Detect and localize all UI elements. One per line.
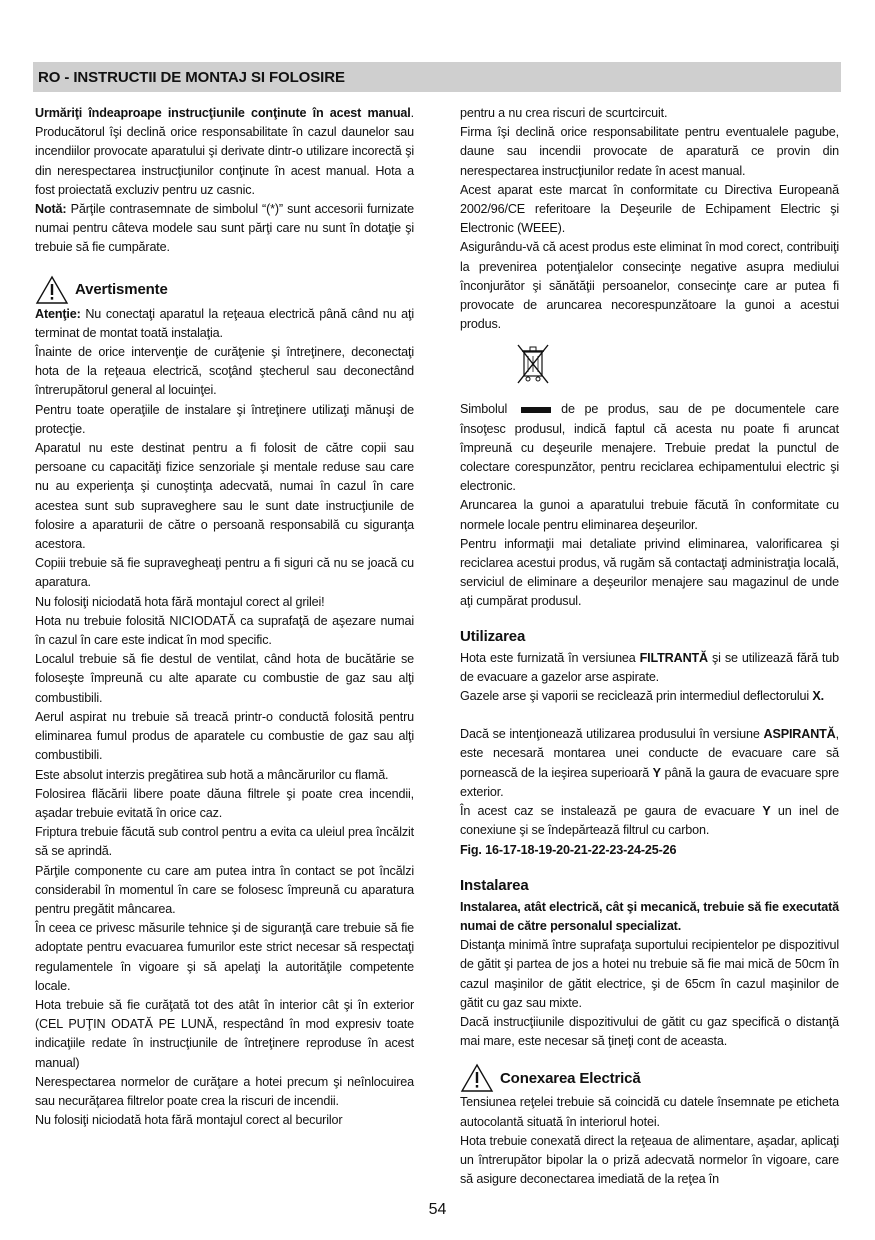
warning-paragraph: Înainte de orice intervenţie de curăţenie şi întreţinere, deconectaţi hota de la reţeaua electrică, scoţând ştecherul sau deconectând întrerupătorul general al locuinţei.	[35, 345, 414, 398]
instalarea-heading	[460, 874, 839, 898]
text-span: Gazele arse şi vaporii se reciclează prin intermediul deflectorului	[460, 689, 813, 704]
note-paragraph	[35, 200, 414, 258]
warning-triangle-icon	[460, 1063, 494, 1093]
conexarea-heading	[460, 1063, 839, 1093]
bold-span: Y	[762, 804, 771, 819]
warning-paragraph: Hota trebuie să fie curăţată tot des atât în interior cât şi în exterior (CEL PUŢIN ODATĂ PE LUNĂ, respectând în mod expresiv toate indicaţiile redate în instrucţiunile de întreţinere reproduse în acest manual)	[35, 997, 414, 1070]
text-span: un inel de conexiune şi se îndepărtează filtrul cu carbon.	[460, 804, 839, 838]
paragraph: Tensiunea reţelei trebuie să coincidă cu datele însemnate pe eticheta autocolantă situată în interiorul hotei.	[460, 1095, 839, 1129]
left-column	[35, 104, 414, 1130]
right-column	[460, 104, 839, 1189]
bold-span: Y	[652, 765, 661, 780]
warning-paragraph: În ceea ce privesc măsurile tehnice şi de siguranţă care trebuie să fie adoptate pentru evacuarea fumurilor este strict necesar să respectaţi regulamentele în vigoare şi să apelaţi la autorităţile competente locale.	[35, 921, 414, 993]
warnings-heading	[35, 275, 414, 305]
atentie-paragraph	[35, 305, 414, 343]
text-span: Hota este furnizată în versiunea	[460, 650, 640, 665]
warning-paragraph: Aerul aspirat nu trebuie să treacă printr-o conductă folosită pentru eliminarea fumul produs de aparatele cu combustie de gaz sau alţi combustibili.	[35, 709, 414, 763]
bold-span: X.	[812, 689, 824, 704]
warning-paragraph: Pentru toate operaţiile de instalare şi întreţinere utilizaţi mănuşi de protecţie.	[35, 402, 414, 436]
paragraph: pentru a nu crea riscuri de scurtcircuit.	[460, 106, 668, 120]
paragraph: Aruncarea la gunoi a aparatului trebuie făcută în conformitate cu normele locale pentru eliminarea deşeurilor.	[460, 498, 839, 532]
text-span: În acest caz se instalează pe gaura de evacuare	[460, 804, 763, 819]
text-span: până la gaura de evacuare spre exterior.	[460, 765, 839, 799]
utilizarea-heading	[460, 625, 839, 649]
warning-triangle-icon	[35, 275, 69, 305]
figure-reference-text: Fig. 16-17-18-19-20-21-22-23-24-25-26	[460, 842, 677, 857]
paragraph: Acest aparat este marcat în conformitate cu Directiva Europeană 2002/96/CE referitoare la Deşeurile de Echipament Electric şi Electronic (WEEE).	[460, 182, 839, 236]
page-number: 54	[428, 1201, 447, 1218]
symbol-text: de pe produs, sau de pe documentele care însoţesc produsul, indică faptul că acesta nu poate fi aruncat împreună cu deşeurile menajere. Trebuie predat la punctul de colectare corespunzător, pentru reciclarea echipamentului electric şi electronic.	[460, 402, 839, 494]
warning-paragraph: Localul trebuie să fie destul de ventilat, când hota de bucătărie se foloseşte împreună cu alte aparate cu combustie de gaz sau alţi combustibili.	[35, 652, 414, 705]
paragraph	[460, 725, 839, 802]
bold-span: ASPIRANTĂ	[763, 727, 836, 742]
conexarea-heading-text: Conexarea Electrică	[500, 1069, 641, 1087]
warning-paragraph: Nerespectarea normelor de curăţare a hotei precum şi neînlocuirea sau necurăţarea filtrelor poate crea la riscuri de incendii.	[35, 1074, 414, 1108]
bold-span: Instalarea, atât electrică, cât şi mecanică, trebuie să fie executată numai de către personalul specializat.	[460, 899, 839, 933]
crossed-bin-icon	[515, 342, 551, 386]
intro-bold: Urmăriţi îndeaproape instrucţiunile conţinute în acest manual	[35, 106, 411, 120]
bold-span: FILTRANTĂ	[639, 650, 709, 665]
black-bar-symbol	[521, 407, 551, 413]
paragraph: Hota trebuie conexată direct la reţeaua de alimentare, aşadar, aplicaţi un întrerupător bipolar la o priză adecvată normelor în vigoare, care să asigure deconectarea imediată de la reţea în	[460, 1133, 839, 1187]
warning-paragraph: Nu folosiţi niciodată hota fără montajul corect al becurilor	[35, 1113, 343, 1128]
figure-reference	[460, 841, 839, 860]
warning-paragraph: Hota nu trebuie folosită NICIODATĂ ca suprafaţă de aşezare numai în cazul în care este indicat în mod specific.	[35, 613, 414, 648]
intro-paragraph	[35, 104, 414, 200]
paragraph	[460, 687, 839, 706]
atentie-text: Nu conectaţi aparatul la reţeaua electrică până când nu aţi terminat de montat toată instalaţia.	[35, 306, 414, 340]
paragraph: Dacă instrucţiiunile dispozitivului de gătit cu gaz specifică o distanţă mai mare, este necesar să ţineţi cont de aceasta.	[460, 1014, 839, 1049]
atentie-label: Atenţie:	[35, 306, 81, 321]
text-span: şi se utilizează fără tub de evacuare a gazelor arse aspirate.	[460, 650, 839, 684]
text-span: , este necesară montarea unei conducte de evacuare care să pornească de la ieşirea superioară	[460, 727, 839, 780]
warning-paragraph: Folosirea flăcării libere poate dăuna filtrele şi poate crea incendii, aşadar trebuie evitată în orice caz.	[35, 786, 414, 820]
warnings-heading-text: Avertismente	[75, 281, 168, 299]
warning-paragraph: Friptura trebuie făcută sub control pentru a evita ca uleiul prea încălzit să se aprindă.	[35, 825, 414, 859]
warning-paragraph: Părţile componente cu care am putea intra în contact se pot încălzi considerabil în momentul în care se folosesc împreună cu aparatura pentru pregătit mâncarea.	[35, 863, 414, 916]
paragraph	[460, 649, 839, 687]
symbol-paragraph	[460, 400, 839, 496]
text-span: Dacă se intenţionează utilizarea produsului în versiune	[460, 727, 764, 742]
paragraph: Distanţa minimă între suprafaţa suportului recipientelor pe dispozitivul de gătit şi partea de jos a hotei nu trebuie să fie mai mică de 50cm în cazul maşinilor de gătit electrice, şi de 65cm în cazul maşinilor de gătit cu gaz sau mixte.	[460, 938, 839, 1010]
paragraph: Firma îşi declină orice responsabilitate pentru eventualele pagube, daune sau incendii provocate de aparatură ce provin din nerespectarea instrucţiunilor redate în acest manual.	[460, 125, 839, 178]
paragraph: Asigurându-vă că acest produs este eliminat în mod corect, contribuiţi la prevenirea potenţialelor consecinţe negative asupra mediului înconjurător şi sănătăţii persoanelor, consecinţe care ar putea fi provocate de aruncarea necorespunzătoare la gunoi a acestui produs.	[460, 240, 839, 332]
instalarea-heading-text: Instalarea	[460, 877, 529, 895]
note-label: Notă:	[35, 202, 67, 217]
intro-text: . Producătorul îşi declină orice responsabilitate în cazul daunelor sau incendiilor provocate aparatului şi derivate dintr-o utilizare incorectă şi din nerespectarea instrucţiunilor conţinute în acest manual. Hota a fost proiectată excluziv pentru uz casnic.	[35, 106, 414, 197]
paragraph	[460, 802, 839, 840]
warning-paragraph: Aparatul nu este destinat pentru a fi folosit de către copii sau persoane cu capacităţi fizice senzoriale şi mentale reduse sau care nu au experienţa şi cunoştinţa adecvată, numai în cazul în care acestea sunt sub supraveghere sau le sunt date instrucţiunile de folosire a aparaturii de către o persoană responsabilă cu siguranţa acestora.	[35, 441, 414, 552]
section-header	[33, 62, 841, 92]
warning-paragraph: Nu folosiţi niciodată hota fără montajul corect al grilei!	[35, 594, 325, 609]
warning-paragraph: Copiii trebuie să fie supravegheaţi pentru a fi siguri că nu se joacă cu aparatura.	[35, 556, 414, 590]
paragraph: Pentru informaţii mai detaliate privind eliminarea, valorificarea şi reciclarea acestui produs, vă rugăm să contactaţi administraţia locală, serviciul de eliminare a deşeurilor menajere sau magazinul de unde aţi cumpărat produsul.	[460, 536, 839, 609]
note-text: Părţile contrasemnate de simbolul “(*)” sunt accesorii furnizate numai pentru câteva modele sau sunt părţi care nu sunt în dotaţie şi trebuie să fie cumpărate.	[35, 202, 414, 255]
section-title: RO - INSTRUCTII DE MONTAJ SI FOLOSIRE	[38, 68, 345, 86]
symbol-prefix: Simbolul	[460, 402, 508, 417]
utilizarea-heading-text: Utilizarea	[460, 628, 526, 646]
warning-paragraph: Este absolut interzis pregătirea sub hotă a mâncărurilor cu flamă.	[35, 767, 389, 782]
paragraph	[460, 898, 839, 936]
